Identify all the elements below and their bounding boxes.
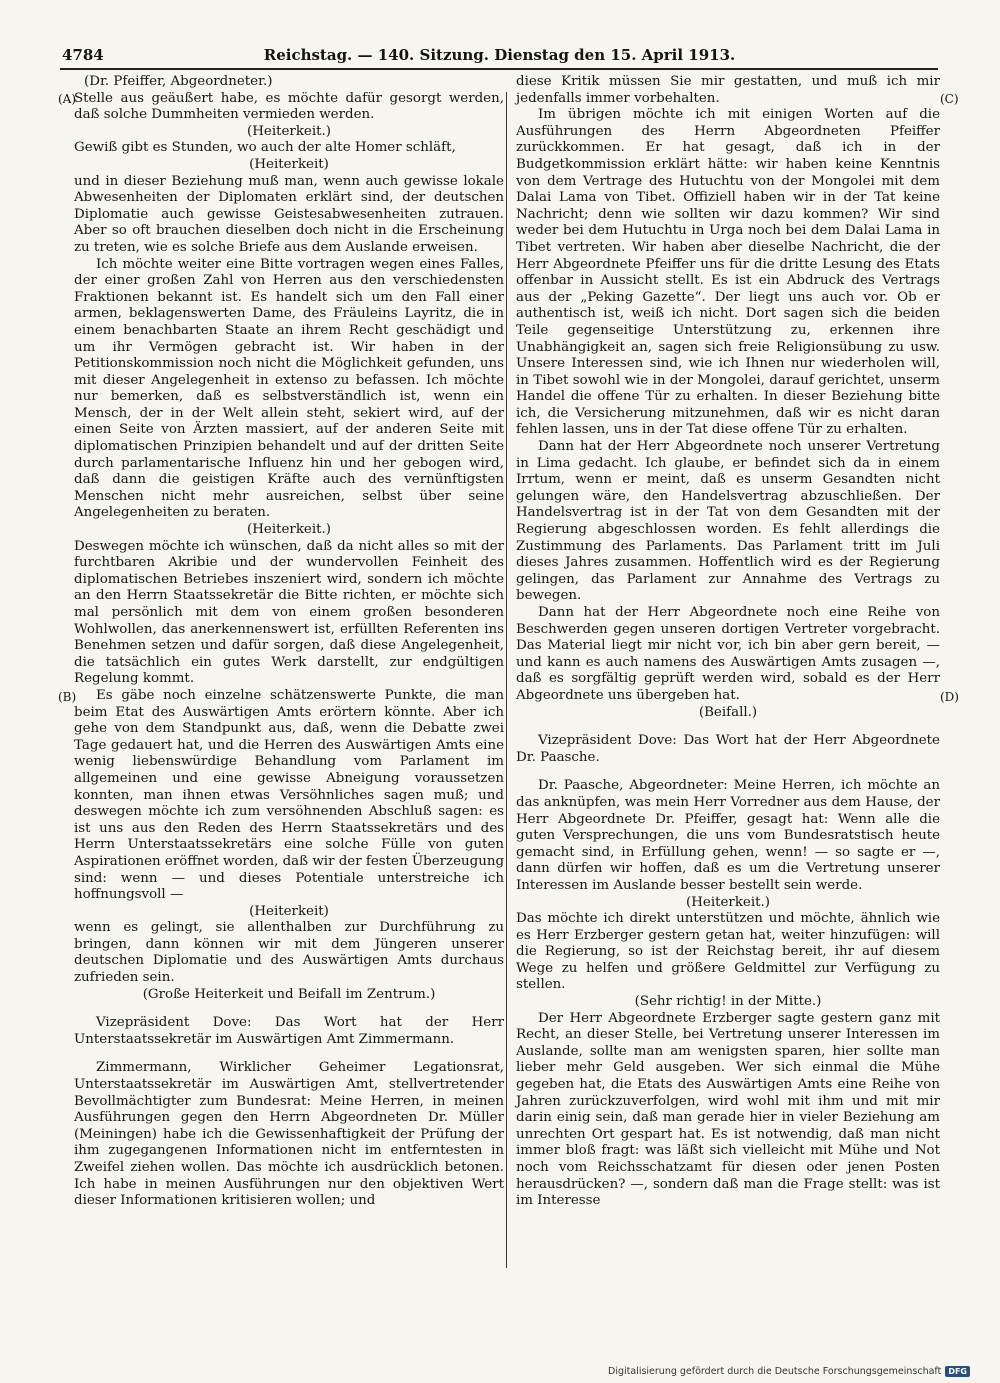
paragraph: und in dieser Beziehung muß man, wenn auch gewisse lokale Abwesenheiten der Diplomaten erklärt sind, der deutschen Diplomatie auch gewisse Geistesabwesenheiten zutrauen. Aber so oft brauchen dieselben doch nicht in die Erscheinung zu treten, wie es solche Briefe aus dem Auslande erweisen. xyxy=(74,173,504,255)
paragraph: Dann hat der Herr Abgeordnete noch unserer Vertretung in Lima gedacht. Ich glaube, er befindet sich da in einem Irrtum, wenn er meint, daß es unserm Gesandten nicht gelungen wäre, den Handelsvertrag abzuschließen. Der Handelsvertrag ist in der Tat von dem Gesandten mit der Regierung abgeschlossen worden. Es fehlt allerdings die Zustimmung des Parlaments. Das Parlament tritt im Juli dieses Jahres zusammen. Hoffentlich wird es der Regierung gelingen, das Parlament zur Annahme des Vertrags zu bewegen. xyxy=(516,439,940,604)
paragraph: Das möchte ich direkt unterstützen und möchte, ähnlich wie es Herr Erzberger gestern getan hat, weiter hinzufügen: will die Regierung, so ist der Reichstag bereit, ihr auf diesem Wege zu helfen und größere Geldmittel zur Verfügung zu stellen. xyxy=(516,911,940,993)
margin-letter-b: (B) xyxy=(58,690,77,704)
footer-text: Digitalisierung gefördert durch die Deutsche Forschungsgemeinschaft xyxy=(608,1366,942,1377)
spacer xyxy=(516,766,940,778)
column-divider xyxy=(506,92,507,1268)
speech-paasche: Dr. Paasche, Abgeordneter: Meine Herren, ich möchte an das anknüpfen, was mein Herr Vorredner aus dem Hause, der Herr Abgeordnete Dr. Pfeiffer, gesagt hat: Wenn alle die guten Versprechungen, die uns vom Bundesratstisch heute gemacht sind, in Erfüllung gehen, wenn! — so sagte er —, dann dürfen wir hoffen, daß es um die Vertretung unserer Interessen im Auslande besser bestellt sein werde. xyxy=(516,778,940,893)
reaction: (Heiterkeit) xyxy=(249,156,329,172)
reaction: (Heiterkeit.) xyxy=(247,123,331,139)
spacer xyxy=(516,721,940,733)
margin-letter-d: (D) xyxy=(940,690,959,704)
right-column xyxy=(516,74,940,1210)
paragraph: Dann hat der Herr Abgeordnete noch eine Reihe von Beschwerden gegen unseren dortigen Vertreter vorgebracht. Das Material liegt mir nicht vor, ich bin aber gern bereit, — und kann es auch namens des Auswärtigen Amts zusagen —, daß es sorgfältig geprüft werden wird, sobald es der Herr Abgeordnete uns übergeben hat. xyxy=(516,605,940,703)
reaction: (Sehr richtig! in der Mitte.) xyxy=(634,994,822,1010)
paragraph: Der Herr Abgeordnete Erzberger sagte gestern ganz mit Recht, an dieser Stelle, bei Vertretung unserer Interessen im Auslande, sollte man am wenigsten sparen, hier sollte man lieber mehr Geld ausgeben. Wer sich einmal die Mühe gegeben hat, die Etats des Auswärtigen Amts eine Reihe von Jahren zurückzuverfolgen, wird wohl mit ihm und mit mir darin einig sein, daß man gerade hier in vieler Beziehung am unrechten Ort gespart hat. Es ist notwendig, daß man nicht immer bloß fragt: was läßt sich vielleicht mit Mühe und Not noch vom Reichsschatzamt für diesen oder jenen Posten herausdrücken? —, sondern daß man die Frage stellt: was ist im Interesse xyxy=(516,1010,940,1209)
reaction: (Große Heiterkeit und Beifall im Zentrum.) xyxy=(142,986,436,1002)
paragraph: Im übrigen möchte ich mit einigen Worten auf die Ausführungen des Herrn Abgeordneten Pfeiffer zurückkommen. Er hat gesagt, daß ich in der Budgetkommission erklärt hätte: wir haben keine Kenntnis von dem Vertrage des Hutuchtu von der Mongolei mit dem Dalai Lama von Tibet. Offiziell haben wir in der Tat keine Nachricht; denn wie sollten wir dazu kommen? Wir sind weder bei dem Hutuchtu in Urga noch bei dem Dalai Lama in Tibet vertreten. Wir haben aber dieselbe Nachricht, die der Herr Abgeordnete Pfeiffer uns für die dritte Lesung des Etats offenbar in Aussicht stellt. Es ist ein Abdruck des Vertrags aus der „Peking Gazette“. Der liegt uns auch vor. Ob er authentisch ist, weiß ich nicht. Dort sagen sich die beiden Teile gegenseitige Unterstützung zu, erkennen ihre Unabhängigkeit an, sagen sich freie Religionsübung zu usw. Unsere Interessen sind, wie ich Ihnen nur wiederholen will, in Tibet sowohl wie in der Mongolei, darauf gerichtet, unserm Handel die offene Tür zu erhalten. In dieser Beziehung bitte ich, die Versicherung mitzunehmen, daß wir es nicht daran fehlen lassen, uns in der Tat diese offene Tür zu erhalten. xyxy=(516,107,940,438)
margin-letter-a: (A) xyxy=(58,92,77,106)
spacer xyxy=(74,1003,504,1015)
page-number: 4784 xyxy=(62,46,104,64)
reaction: (Heiterkeit.) xyxy=(247,522,331,538)
paragraph: Ich möchte weiter eine Bitte vortragen wegen eines Falles, der einer großen Zahl von Herren aus den verschiedensten Fraktionen bekannt ist. Es handelt sich um den Fall einer armen, beklagenswerten Dame, des Fräuleins Layritz, die in einem benachbarten Staate an ihrem Recht geschädigt und um ihr Vermögen gebracht ist. Wir haben in der Petitionskommission noch nicht die Möglichkeit gefunden, uns mit dieser Angelegenheit in extenso zu befassen. Ich möchte nur bemerken, daß es selbstverständlich ist, wenn ein Mensch, der in der Welt allein steht, sekiert wird, auf der einen Seite von Ärzten massiert, auf der anderen Seite mit diplomatischen Prinzipien behandelt und auf der dritten Seite durch parlamentarische Influenz hin und her gebogen wird, daß dann die geistigen Kräfte auch des vernünftigsten Menschen nicht mehr ausreichen, selbst über seine Angelegenheiten zu beraten. xyxy=(74,256,504,521)
paragraph: Deswegen möchte ich wünschen, daß da nicht alles so mit der furchtbaren Akribie und der wundervollen Feinheit des diplomatischen Betriebes inszeniert wird, sondern ich möchte an den Herrn Staatssekretär die Bitte richten, er möchte sich mal persönlich mit dem von einem großen besonderen Wohlwollen, das anerkennenswert ist, erfüllten Referenten ins Benehmen setzen und dafür sorgen, daß diese Angelegenheit, die tatsächlich ein gutes Werk darstellt, zur endgültigen Regelung kommt. xyxy=(74,538,504,687)
running-title: Reichstag. — 140. Sitzung. Dienstag den 15. April 1913. xyxy=(263,46,736,64)
paragraph: Es gäbe noch einzelne schätzenswerte Punkte, die man beim Etat des Auswärtigen Amts erörtern könnte. Aber ich gehe von dem Standpunkt aus, daß, wenn die Debatte zwei Tage gedauert hat, und die Herren des Auswärtigen Amts eine wenig liebenswürdige Behandlung vom Parlament im allgemeinen und eine gewisse Abneigung voraussetzen konnten, man ihnen etwas Versöhnliches sagen muß; und deswegen möchte ich zum versöhnenden Abschluß sagen: es ist uns aus den Reden des Herrn Staatssekretärs und des Herrn Unterstaatssekretärs eine solche Fülle von guten Aspirationen eröffnet worden, daß wir der festen Überzeugung sind: wenn — und dieses Potentiale unterstreiche ich hoffnungsvoll — xyxy=(74,687,505,903)
paragraph: Gewiß gibt es Stunden, wo auch der alte Homer schläft, xyxy=(74,140,456,156)
margin-letter-c: (C) xyxy=(940,92,959,106)
continued-speaker: (Dr. Pfeiffer, Abgeordneter.) xyxy=(84,74,273,89)
paragraph: diese Kritik müssen Sie mir gestatten, und muß ich mir jedenfalls immer vorbehalten. xyxy=(516,74,940,106)
page-header xyxy=(62,46,937,68)
left-column xyxy=(74,74,504,1210)
header-rule xyxy=(60,68,938,70)
vice-president-note: Vizepräsident Dove: Das Wort hat der Herr Unterstaatssekretär im Auswärtigen Amt Zimmermann. xyxy=(74,1015,504,1047)
dfg-logo: DFG xyxy=(945,1366,970,1377)
paragraph: Stelle aus geäußert habe, es möchte dafür gesorgt werden, daß solche Dummheiten vermieden werden. xyxy=(74,90,504,123)
paragraph: wenn es gelingt, sie allenthalben zur Durchführung zu bringen, dann können wir mit dem Jüngeren unserer deutschen Diplomatie und des Auswärtigen Amts durchaus zufrieden sein. xyxy=(74,920,504,986)
reaction: (Heiterkeit.) xyxy=(686,894,770,910)
reaction: (Heiterkeit) xyxy=(249,903,329,919)
spacer xyxy=(74,1048,504,1060)
reaction: (Beifall.) xyxy=(698,704,758,720)
vice-president-note: Vizepräsident Dove: Das Wort hat der Herr Abgeordnete Dr. Paasche. xyxy=(516,733,940,765)
speech-zimmermann: Zimmermann, Wirklicher Geheimer Legationsrat, Unterstaatssekretär im Auswärtigen Amt, stellvertretender Bevollmächtigter zum Bundesrat: Meine Herren, in meinen Ausführungen gegen den Herrn Abgeordneten Dr. Müller (Meiningen) habe ich die Gewissenhaftigkeit der Prüfung der ihm zugegangenen Informationen nicht im entferntesten in Zweifel ziehen wollen. Das möchte ich ausdrücklich betonen. Ich habe in meinen Ausführungen nur den objektiven Wert dieser Informationen kritisieren wollen; und xyxy=(74,1060,504,1209)
footer-credit xyxy=(608,1366,970,1377)
